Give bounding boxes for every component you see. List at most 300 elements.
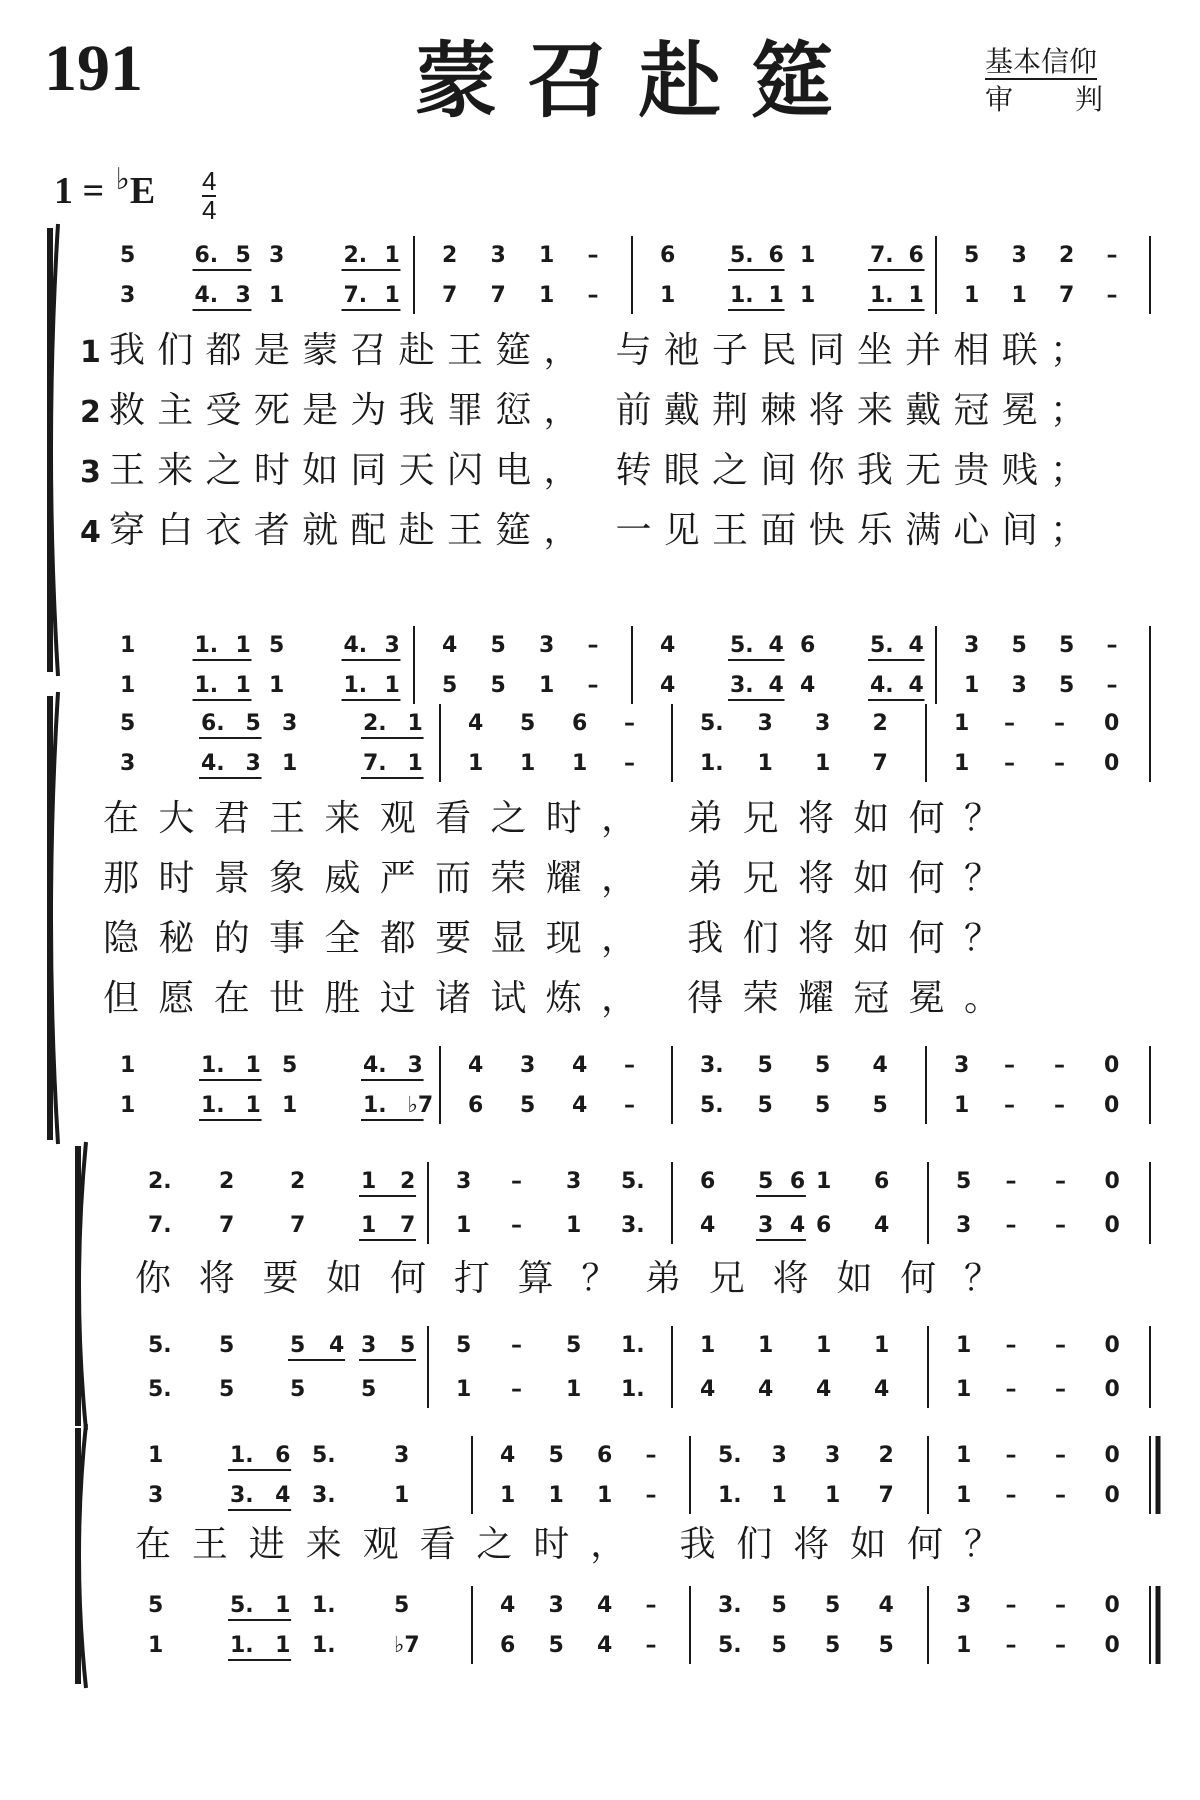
note: 7. [363, 751, 387, 776]
note: 1 [275, 1593, 291, 1618]
note: 3 [825, 1443, 841, 1468]
note: 2. [148, 1169, 172, 1194]
note: 5 [872, 1093, 888, 1118]
note: 3 [1011, 243, 1027, 268]
note: 1 [235, 673, 251, 698]
note: 3. [730, 673, 754, 698]
note: 6 [500, 1633, 516, 1658]
note: – [624, 1093, 635, 1118]
note: 1 [757, 751, 773, 776]
note: 1 [1011, 283, 1027, 308]
note: 4 [700, 1213, 716, 1238]
note: 1 [120, 673, 136, 698]
note: 1 [956, 1377, 972, 1402]
note: 1 [825, 1483, 841, 1508]
note: 2 [290, 1169, 306, 1194]
note: 5 [148, 1593, 164, 1618]
note: 5. [148, 1377, 172, 1402]
note: 5 [490, 633, 506, 658]
lyric-line: 隐秘的事全都要显现， 我们将如何？ [103, 918, 1000, 959]
note: 6 [468, 1093, 484, 1118]
note: ♭7 [407, 1093, 434, 1118]
note: 4 [816, 1377, 832, 1402]
note: 1 [384, 243, 400, 268]
note: 7. [148, 1213, 172, 1238]
note: 2 [400, 1169, 416, 1194]
note: – [511, 1213, 522, 1238]
note: 1 [700, 1333, 716, 1358]
lyric-line: 在大君王来观看之时， 弟兄将如何？ [103, 798, 1000, 839]
note: 1. [718, 1483, 742, 1508]
lyric-line: 你将要如何打算？弟兄将如何？ [135, 1258, 1001, 1299]
note: – [511, 1169, 522, 1194]
note: – [587, 283, 599, 308]
note: – [645, 1443, 657, 1468]
note: 4. [343, 633, 368, 658]
note: 1 [245, 1053, 261, 1078]
lyric-line: 王来之时如同天闪电， 转眼之间你我无贵贱； [109, 450, 1086, 491]
note: – [624, 1053, 635, 1078]
note: 1 [954, 711, 970, 736]
note: 0 [1104, 1213, 1120, 1238]
note: 4 [872, 1053, 888, 1078]
note: 0 [1104, 1333, 1120, 1358]
note: 3 [539, 633, 555, 658]
note: 1 [361, 1169, 377, 1194]
note: 1 [956, 1333, 972, 1358]
note: – [587, 673, 599, 698]
time-signature-top: 4 [202, 166, 217, 196]
note: 6 [572, 711, 588, 736]
note: 3 [566, 1169, 582, 1194]
note: – [1004, 751, 1015, 776]
note: 6 [874, 1169, 890, 1194]
note: 0 [1104, 711, 1120, 736]
note: 4 [500, 1593, 516, 1618]
note: 1 [954, 751, 970, 776]
note: 0 [1104, 1093, 1120, 1118]
note: 1 [566, 1377, 582, 1402]
note: 5 [290, 1377, 306, 1402]
note: 5 [235, 243, 251, 268]
note: 4 [597, 1633, 613, 1658]
note: 6 [908, 243, 924, 268]
note: – [1106, 283, 1118, 308]
note: – [624, 751, 635, 776]
note: 7 [290, 1213, 306, 1238]
note: 0 [1104, 1053, 1120, 1078]
note: 6 [597, 1443, 613, 1468]
note: 1 [771, 1483, 787, 1508]
note: 4 [329, 1333, 345, 1358]
note: – [1005, 1333, 1017, 1358]
note: 4 [768, 633, 784, 658]
note: 1 [456, 1213, 472, 1238]
note: 5 [290, 1333, 306, 1358]
note: 1 [768, 283, 784, 308]
note: 5. [312, 1443, 336, 1468]
note: 5 [771, 1593, 787, 1618]
note: 7 [400, 1213, 416, 1238]
note: 4 [908, 673, 924, 698]
note: 5 [825, 1633, 841, 1658]
note: 4 [878, 1593, 894, 1618]
note: 3 [1011, 673, 1027, 698]
note: 1 [269, 283, 285, 308]
note: 6 [768, 243, 784, 268]
note: 3 [757, 711, 773, 736]
note: 1. [343, 673, 368, 698]
note: 1 [148, 1633, 164, 1658]
note: 1 [120, 1053, 136, 1078]
note: – [1055, 1443, 1066, 1468]
note: 5 [566, 1333, 582, 1358]
note: 1 [758, 1333, 774, 1358]
note: 6. [194, 243, 219, 268]
note: 5 [269, 633, 285, 658]
note: 6 [816, 1213, 832, 1238]
note: 6. [201, 711, 225, 736]
note: 5 [442, 673, 458, 698]
note: – [1054, 1053, 1065, 1078]
note: 4 [800, 673, 816, 698]
note: 3. [718, 1593, 742, 1618]
note: 2 [442, 243, 458, 268]
note: 5. [730, 633, 754, 658]
note: 6 [275, 1443, 291, 1468]
lyric-line: 穿白衣者就配赴王筵， 一见王面快乐满心间； [109, 510, 1086, 551]
subcategory-char-1: 审 [985, 83, 1014, 116]
note: 7. [343, 283, 368, 308]
note: 4 [874, 1213, 890, 1238]
note: 5 [400, 1333, 416, 1358]
note: 4 [468, 711, 484, 736]
note: 3 [758, 1213, 774, 1238]
hymn-title: 蒙召赴筵 [415, 33, 864, 129]
note: 1 [407, 751, 423, 776]
note: – [1055, 1377, 1066, 1402]
note: 1. [621, 1377, 645, 1402]
verse-number: 4 [80, 515, 101, 550]
note: – [1005, 1593, 1017, 1618]
note: 5 [1059, 633, 1075, 658]
note: 5 [520, 1093, 536, 1118]
note: 1. [870, 283, 894, 308]
lyric-line: 救主受死是为我罪愆， 前戴荆棘将来戴冠冕； [109, 390, 1086, 431]
note: 5 [815, 1053, 831, 1078]
note: 6 [800, 633, 816, 658]
note: 5 [490, 673, 506, 698]
note: – [645, 1633, 657, 1658]
note: 0 [1104, 1593, 1120, 1618]
note: 3 [964, 633, 980, 658]
verse-number: 2 [80, 395, 101, 430]
note: 5. [730, 243, 754, 268]
note: 4 [789, 1213, 806, 1238]
note: 1. [230, 1633, 254, 1658]
lyric-line: 那时景象威严而荣耀， 弟兄将如何？ [103, 858, 1000, 899]
note: 1. [201, 1093, 225, 1118]
note: 3 [956, 1213, 972, 1238]
note: 1 [566, 1213, 582, 1238]
note: 0 [1104, 751, 1120, 776]
note: 4 [500, 1443, 516, 1468]
note: 1 [908, 283, 924, 308]
note: 3 [520, 1053, 536, 1078]
note: 1. [194, 633, 219, 658]
note: 5 [825, 1593, 841, 1618]
note: 4 [660, 673, 676, 698]
note: 3 [815, 711, 831, 736]
note: 2 [219, 1169, 235, 1194]
note: 4 [660, 633, 676, 658]
note: 4 [442, 633, 458, 658]
note: 1. [312, 1633, 336, 1658]
note: – [1054, 1093, 1065, 1118]
note: 1 [520, 751, 536, 776]
note: 7 [872, 751, 888, 776]
note: 1 [956, 1483, 972, 1508]
verse-number: 1 [80, 335, 101, 370]
note: 7. [870, 243, 894, 268]
key-note: E [129, 170, 156, 212]
note: – [645, 1483, 657, 1508]
note: – [1054, 711, 1065, 736]
note: 1 [148, 1443, 164, 1468]
note: 5 [548, 1633, 564, 1658]
note: 3 [235, 283, 251, 308]
note: – [1106, 633, 1118, 658]
note: 0 [1104, 1483, 1120, 1508]
note: 4 [874, 1377, 890, 1402]
note: – [1005, 1483, 1017, 1508]
note: 3 [394, 1443, 410, 1468]
note: 1 [874, 1333, 890, 1358]
note: 4 [700, 1377, 716, 1402]
note: 1 [120, 1093, 136, 1118]
verse-number: 3 [80, 455, 101, 490]
note: 1 [407, 711, 423, 736]
note: 1. [621, 1333, 645, 1358]
note: – [1005, 1633, 1017, 1658]
note: 4 [597, 1593, 613, 1618]
note: 7 [490, 283, 506, 308]
lyric-line: 我们都是蒙召赴王筵， 与祂子民同坐并相联； [109, 330, 1086, 371]
note: 5 [771, 1633, 787, 1658]
note: 6 [660, 243, 676, 268]
note: 3 [120, 751, 136, 776]
note: 3 [269, 243, 285, 268]
note: – [624, 711, 635, 736]
note: 4. [870, 673, 894, 698]
note: 3 [956, 1593, 972, 1618]
note: 5 [964, 243, 980, 268]
note: 3. [621, 1213, 645, 1238]
note: 5 [456, 1333, 472, 1358]
note: 4 [468, 1053, 484, 1078]
note: – [1055, 1593, 1066, 1618]
note: 1. [730, 283, 754, 308]
note: 1 [539, 673, 555, 698]
note: 5 [815, 1093, 831, 1118]
note: – [1106, 673, 1118, 698]
note: 5 [219, 1333, 235, 1358]
note: 5. [718, 1443, 742, 1468]
note: 5. [718, 1633, 742, 1658]
note: 1. [700, 751, 724, 776]
note: 5 [120, 243, 136, 268]
note: 3 [954, 1053, 970, 1078]
note: 1 [361, 1213, 377, 1238]
note: 1 [456, 1377, 472, 1402]
note: – [1004, 1053, 1015, 1078]
category-label: 基本信仰 [985, 45, 1098, 78]
note: 1 [384, 673, 400, 698]
flat-sign: ♭ [115, 163, 130, 196]
note: 5. [621, 1169, 645, 1194]
note: – [1055, 1633, 1066, 1658]
note: – [1055, 1333, 1066, 1358]
lyric-line: 但愿在世胜过诸试炼， 得荣耀冠冕。 [103, 978, 1000, 1019]
note: 1 [800, 243, 816, 268]
note: 1 [548, 1483, 564, 1508]
note: 5 [1059, 673, 1075, 698]
note: – [645, 1593, 657, 1618]
note: 1 [468, 751, 484, 776]
note: 7 [1059, 283, 1075, 308]
note: 3 [361, 1333, 377, 1358]
note: 1 [800, 283, 816, 308]
time-signature-bottom: 4 [202, 195, 217, 225]
key-prefix: 1 = [54, 170, 114, 212]
note: 1 [954, 1093, 970, 1118]
note: – [511, 1333, 522, 1358]
note: 6 [789, 1169, 806, 1194]
note: 3. [312, 1483, 336, 1508]
note: – [1004, 711, 1015, 736]
note: 3. [230, 1483, 254, 1508]
note: 5 [878, 1633, 894, 1658]
note: 1 [235, 633, 251, 658]
note: 6 [700, 1169, 716, 1194]
note: 1 [956, 1443, 972, 1468]
note: 5 [757, 1053, 773, 1078]
note: 1 [269, 673, 285, 698]
note: 4. [194, 283, 219, 308]
note: – [511, 1377, 522, 1402]
note: 3 [120, 283, 136, 308]
note: 5 [956, 1169, 972, 1194]
note: 1 [120, 633, 136, 658]
note: – [1106, 243, 1118, 268]
note: 1 [964, 283, 980, 308]
note: 4. [363, 1053, 387, 1078]
note: 3 [245, 751, 261, 776]
note: 5. [700, 1093, 724, 1118]
note: 5. [148, 1333, 172, 1358]
note: 1 [956, 1633, 972, 1658]
note: 1 [275, 1633, 291, 1658]
note: – [1055, 1169, 1066, 1194]
note: 3 [384, 633, 400, 658]
note: 1 [964, 673, 980, 698]
note: 1 [539, 283, 555, 308]
note: 1 [245, 1093, 261, 1118]
note: – [1055, 1483, 1066, 1508]
note: 5 [1011, 633, 1027, 658]
note: 3 [548, 1593, 564, 1618]
note: – [1054, 751, 1065, 776]
note: 2. [343, 243, 368, 268]
note: 3 [407, 1053, 423, 1078]
note: 0 [1104, 1633, 1120, 1658]
note: 1 [384, 283, 400, 308]
note: 4 [768, 673, 784, 698]
note: 5. [230, 1593, 254, 1618]
note: 5 [757, 1093, 773, 1118]
note: 5. [870, 633, 894, 658]
note: 7 [219, 1213, 235, 1238]
note: – [1005, 1169, 1017, 1194]
note: ♭7 [394, 1633, 420, 1658]
note: 5 [282, 1053, 298, 1078]
note: 4. [201, 751, 225, 776]
note: – [587, 633, 599, 658]
note: 4 [758, 1377, 774, 1402]
note: 5. [700, 711, 724, 736]
note: 3 [771, 1443, 787, 1468]
note: – [1004, 1093, 1015, 1118]
note: – [1005, 1213, 1017, 1238]
note: – [1055, 1213, 1066, 1238]
note: 5 [219, 1377, 235, 1402]
note: 1 [539, 243, 555, 268]
note: 1 [815, 751, 831, 776]
note: 5 [520, 711, 536, 736]
note: 1 [816, 1169, 832, 1194]
note: 0 [1104, 1443, 1120, 1468]
note: 0 [1104, 1169, 1120, 1194]
note: 1 [816, 1333, 832, 1358]
note: 1 [500, 1483, 516, 1508]
note: 5 [548, 1443, 564, 1468]
note: 2 [872, 711, 888, 736]
note: – [1005, 1377, 1017, 1402]
note: 3 [456, 1169, 472, 1194]
note: 3 [282, 711, 298, 736]
note: 1 [660, 283, 676, 308]
note: – [1005, 1443, 1017, 1468]
note: 5 [245, 711, 261, 736]
note: 1. [363, 1093, 387, 1118]
hymn-number: 191 [44, 32, 143, 105]
note: 2. [363, 711, 387, 736]
note: 0 [1104, 1377, 1120, 1402]
note: 1 [597, 1483, 613, 1508]
note: 1. [230, 1443, 254, 1468]
note: 1 [394, 1483, 410, 1508]
note: 5 [758, 1169, 774, 1194]
note: 5 [394, 1593, 410, 1618]
note: – [587, 243, 599, 268]
note: 1. [194, 673, 219, 698]
note: 1 [282, 751, 298, 776]
note: 4 [572, 1053, 588, 1078]
note: 1 [572, 751, 588, 776]
note: 2 [878, 1443, 894, 1468]
note: 5 [361, 1377, 377, 1402]
subcategory-char-2: 判 [1074, 83, 1103, 116]
